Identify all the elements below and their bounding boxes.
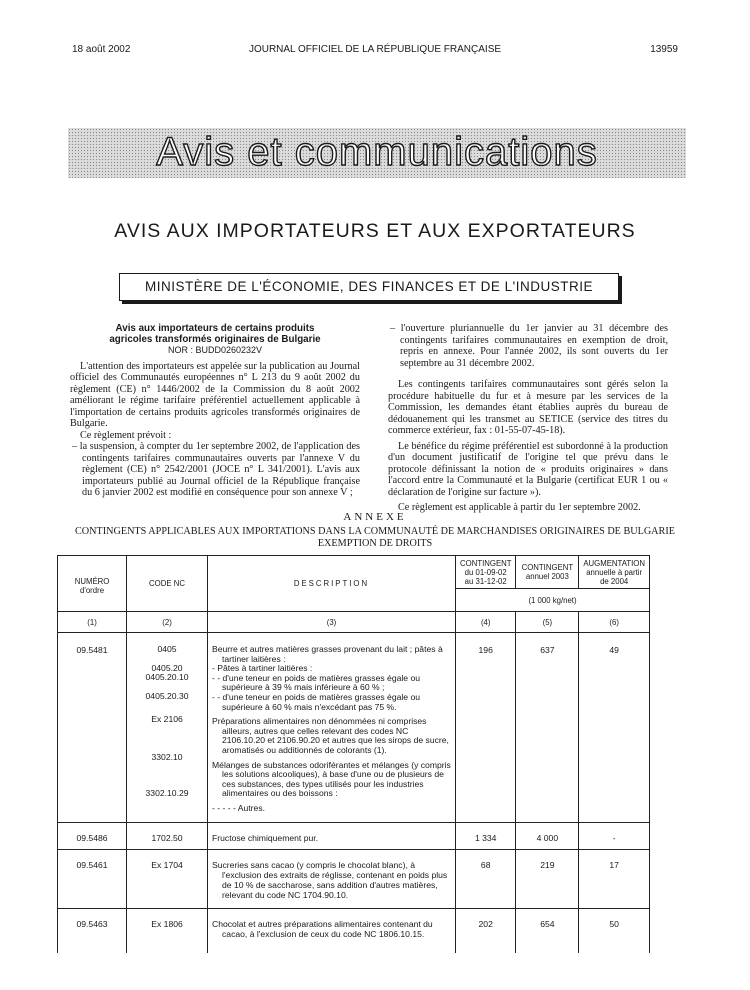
col-number: (6) xyxy=(579,612,650,633)
col-number: (3) xyxy=(208,612,456,633)
row-contingent-2002: 202 xyxy=(456,908,516,953)
col-number: (5) xyxy=(516,612,579,633)
notice-paragraph-2: Ce règlement prévoit : xyxy=(80,429,172,441)
table-row xyxy=(58,633,650,823)
section-title: AVIS AUX IMPORTATEURS ET AUX EXPORTATEURS xyxy=(114,220,636,242)
notice-paragraph-1: L'attention des importateurs est appelée sur la publication au Journal officiel des Communautés européennes n° L 213 du 9 août 2002 du règlement (CE) n° 1446/2002 de la Commission du 8 août 2002 améliorant le régime tarifaire préférentiel actuellement applicable à l'importation de certains produits agricoles transformés originaires de Bulgarie. xyxy=(70,360,360,429)
notice-bullet-2: – l'ouverture pluriannuelle du 1er janvier au 31 décembre des contingents tarifaires communautaires en exemption de droit, repris en annexe. Pour l'année 2002, ils sont ouverts du 1er septembre au 31 décembre 2002. xyxy=(390,323,668,369)
row-description: - - - - - Autres. xyxy=(212,802,265,813)
annexe-title-line-2: EXEMPTION DE DROITS xyxy=(317,538,433,549)
row-augmentation: 50 xyxy=(579,908,650,953)
row-descriptions xyxy=(208,633,456,823)
row-contingent-2002: 68 xyxy=(456,849,516,908)
row-code: 3302.10.29 xyxy=(145,788,189,798)
notice-right-column xyxy=(388,323,668,514)
annexe-title xyxy=(40,526,710,550)
table-column-numbers-row xyxy=(58,612,650,633)
banner-title: Avis et communications xyxy=(156,130,598,174)
col-number: (4) xyxy=(456,612,516,633)
header-page-number: 13959 xyxy=(650,44,678,55)
table-row xyxy=(58,908,650,953)
row-description: Sucreries sans cacao (y compris le chocolat blanc), à l'exclusion des extraits de réglisse, contenant en poids plus de 10 % de saccharose, sans addition d'autres matières, relevant du code NC 1704.90.10. xyxy=(208,849,456,908)
header-description: DESCRIPTION xyxy=(208,556,456,612)
row-augmentation: 17 xyxy=(579,849,650,908)
row-code: 0405.20.10 xyxy=(145,672,189,682)
row-description: Chocolat et autres préparations alimentaires contenant du cacao, à l'exclusion de ceux du code NC 1806.10.15. xyxy=(208,908,456,953)
notice-title-line-2: agricoles transformés originaires de Bulgarie xyxy=(109,334,321,345)
row-contingent-2003: 637 xyxy=(516,633,579,823)
header-augmentation: AUGMENTATION annuelle à partir de 2004 xyxy=(579,556,650,589)
notice-paragraph-3: Les contingents tarifaires communautaires sont gérés selon la procédure habituelle du fur et à mesure par les services de la Commission, les demandes étant établies auprès du bureau de dédouanement qui les transmet au SETICE (service des titres du commerce extérieur, fax : 01-55-07-45-18). xyxy=(388,379,668,436)
row-numero: 09.5486 xyxy=(58,822,127,849)
row-description: - Pâtes à tartiner laitières : xyxy=(212,663,313,674)
notice-title-line-1: Avis aux importateurs de certains produits xyxy=(115,323,315,334)
row-numero: 09.5481 xyxy=(58,633,127,823)
header-contingent-2003: CONTINGENT annuel 2003 xyxy=(516,556,579,589)
row-description: Préparations alimentaires non dénommées ni comprises ailleurs, autres que celles relevant des codes NC 2106.10.20 et 2106.90.20 et autres que les sirops de sucre, aromatisés ou additionnés de colorants (1). xyxy=(212,716,449,755)
row-contingent-2003: 654 xyxy=(516,908,579,953)
col-number: (1) xyxy=(58,612,127,633)
ministry-name: MINISTÈRE DE L'ÉCONOMIE, DES FINANCES ET DE L'INDUSTRIE xyxy=(145,279,593,294)
row-numero: 09.5463 xyxy=(58,908,127,953)
table-row xyxy=(58,822,650,849)
ministry-box xyxy=(119,273,619,301)
row-description: Mélanges de substances odoriférantes et mélanges (y compris les solutions alcooliques), à base d'une ou de plusieurs de ces substances, des types utilisés pour les industries alimentaires ou des boissons : xyxy=(212,759,451,799)
annexe-title-line-1: CONTINGENTS APPLICABLES AUX IMPORTATIONS DANS LA COMMUNAUTÉ DE MARCHANDISES ORIGINAIRES DE BULGARIE xyxy=(75,526,675,537)
col-number: (2) xyxy=(127,612,208,633)
row-code: Ex 1704 xyxy=(127,849,208,908)
notice-left-column xyxy=(70,323,360,499)
annexe-label: ANNEXE xyxy=(343,511,407,523)
row-numero: 09.5461 xyxy=(58,849,127,908)
row-code: 0405.20 xyxy=(151,662,183,673)
row-contingent-2002: 196 xyxy=(456,633,516,823)
nor-reference: NOR : BUDD0260232V xyxy=(167,345,263,355)
row-description: Fructose chimiquement pur. xyxy=(208,822,456,849)
header-code: CODE NC xyxy=(127,556,208,612)
row-code: 0405.20.30 xyxy=(145,690,189,701)
table-header-row xyxy=(58,556,650,589)
notice-paragraph-4: Le bénéfice du régime préférentiel est subordonné à la production d'un document justificatif de l'origine tel que prévu dans le protocole définissant la notion de « produits originaires » dans l'accord entre la Communauté et la Bulgarie (certificat EUR 1 ou « déclaration de l'origine sur facture »). xyxy=(388,440,668,498)
row-contingent-2002: 1 334 xyxy=(456,822,516,849)
row-description: - - d'une teneur en poids de matières grasses égale ou supérieure à 60 % mais n'excédant pas 75 %. xyxy=(212,691,421,712)
header-contingent-2002: CONTINGENT du 01-09-02 au 31-12-02 xyxy=(456,556,516,589)
row-augmentation: 49 xyxy=(579,633,650,823)
row-codes xyxy=(127,633,208,823)
header-date: 18 août 2002 xyxy=(72,44,131,55)
row-description: - - d'une teneur en poids de matières grasses égale ou supérieure à 39 % mais inférieure à 60 % ; xyxy=(212,672,421,693)
row-description: Beurre et autres matières grasses provenant du lait ; pâtes à tartiner laitières : xyxy=(212,644,443,664)
row-code: 0405 xyxy=(157,644,177,654)
row-code: 1702.50 xyxy=(127,822,208,849)
header-journal: JOURNAL OFFICIEL DE LA RÉPUBLIQUE FRANÇAISE xyxy=(248,44,502,55)
notice-paragraph-5: Ce règlement est applicable à partir du 1er septembre 2002. xyxy=(398,502,641,513)
row-code: Ex 1806 xyxy=(127,908,208,953)
row-code: 3302.10 xyxy=(151,751,183,762)
table-row xyxy=(58,849,650,908)
row-augmentation: - xyxy=(579,822,650,849)
quota-table xyxy=(57,555,650,953)
row-contingent-2003: 4 000 xyxy=(516,822,579,849)
notice-bullet-1: – la suspension, à compter du 1er septembre 2002, de l'application des contingents tarifaires communautaires ouverts par l'annexe V du règlement (CE) n° 2542/2001 (JOCE n° L 341/2001). L'avis aux importateurs publié au Journal officiel de la République française du 6 janvier 2002 est modifié en conséquence pour son annexe V ; xyxy=(72,441,360,498)
header-unit: (1 000 kg/net) xyxy=(456,589,650,612)
row-contingent-2003: 219 xyxy=(516,849,579,908)
row-code: Ex 2106 xyxy=(151,714,183,724)
header-numero: NUMÉRO d'ordre xyxy=(58,556,127,612)
section-banner xyxy=(68,128,686,178)
